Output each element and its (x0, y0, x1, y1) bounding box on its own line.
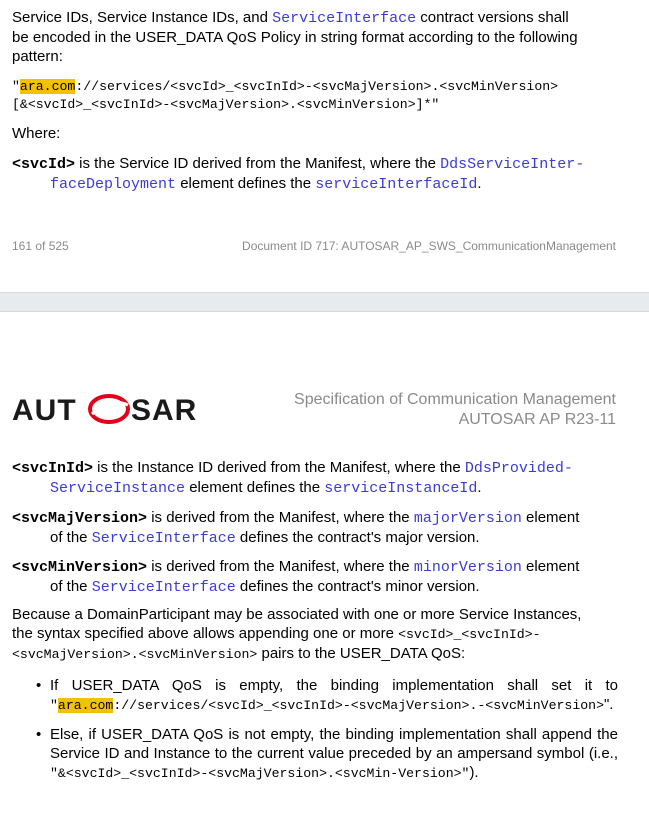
intro-line-3: pattern: (12, 48, 63, 65)
intro-line-1: Service IDs, Service Instance IDs, and ServiceInterface contract versions shall (12, 9, 569, 27)
code-minor-version: minorVersion (413, 559, 522, 576)
highlight-ara-com: ara.com (19, 79, 76, 94)
svg-text:AUT: AUT (12, 394, 77, 427)
spec-title: Specification of Communication Management (294, 391, 616, 408)
bullet-empty-userdata: • If USER_DATA QoS is empty, the binding implementation shall set it to "ara.com://services/<svcId>_<svcInId>-<svcMajVersion>.-<svcMinVersion>". (36, 677, 618, 713)
term-svcmajversion: <svcMajVersion> (12, 510, 148, 527)
term-svcminversion: <svcMinVersion> (12, 559, 148, 576)
pattern-line-2: [&<svcId>_<svcInId>-<svcMajVersion>.<svcMinVersion>]*" (12, 97, 440, 112)
intro-line-2: be encoded in the USER_DATA QoS Policy in string format according to the following (12, 29, 578, 46)
highlight-ara-com: ara.com (57, 698, 114, 713)
term-svcinid: <svcInId> (12, 460, 94, 477)
code-service-interface: ServiceInterface (272, 10, 417, 27)
bullet-list (12, 676, 618, 783)
encoding-pattern (12, 78, 622, 114)
autosar-logo (12, 387, 242, 427)
svg-text:SAR: SAR (131, 394, 198, 427)
code-service-instance-id: serviceInstanceId (324, 480, 478, 497)
definition-svcinid: <svcInId> is the Instance ID derived from the Manifest, where the DdsProvided- ServiceInstance element defines the serviceInstanceId. (12, 459, 573, 497)
spec-header (294, 390, 616, 430)
term-svcid: <svcId> (12, 156, 76, 173)
bullet-nonempty-userdata: • Else, if USER_DATA QoS is not empty, the binding implementation shall append the Service ID and Instance to the current value preceded by an ampersand symbol (i.e., "&<svcId>_<svcInId>-<svcMajVersion>.<svcMin-Version>"). (36, 726, 618, 781)
where-label: Where: (12, 125, 61, 142)
spec-release: AUTOSAR AP R23-11 (458, 411, 616, 428)
page-161 (0, 0, 649, 292)
definition-svcid: <svcId> is the Service ID derived from the Manifest, where the DdsServiceInter- faceDeployment element defines the serviceInterfaceId. (12, 155, 585, 193)
intro-paragraph (12, 8, 618, 66)
definition-svcmajversion: <svcMajVersion> is derived from the Manifest, where the majorVersion element of the ServiceInterface defines the contract's major version. (12, 509, 580, 547)
pattern-line-1: "ara.com://services/<svcId>_<svcInId>-<svcMajVersion>.<svcMinVersion> (12, 79, 559, 94)
because-paragraph: Because a DomainParticipant may be associated with one or more Service Instances, the syntax specified above allows appending one or more <svcId>_<svcInId>- <svcMajVersion>.<svcMinVersion> pairs to the USER_DATA QoS: (12, 606, 582, 662)
page-162 (0, 312, 649, 830)
code-major-version: majorVersion (413, 510, 522, 527)
document-id: Document ID 717: AUTOSAR_AP_SWS_CommunicationManagement (242, 239, 616, 253)
code-service-interface-id: serviceInterfaceId (315, 176, 478, 193)
page-number: 161 of 525 (12, 239, 69, 253)
definition-svcminversion: <svcMinVersion> is derived from the Manifest, where the minorVersion element of the ServiceInterface defines the contract's minor version. (12, 558, 580, 596)
page-separator (0, 292, 649, 312)
